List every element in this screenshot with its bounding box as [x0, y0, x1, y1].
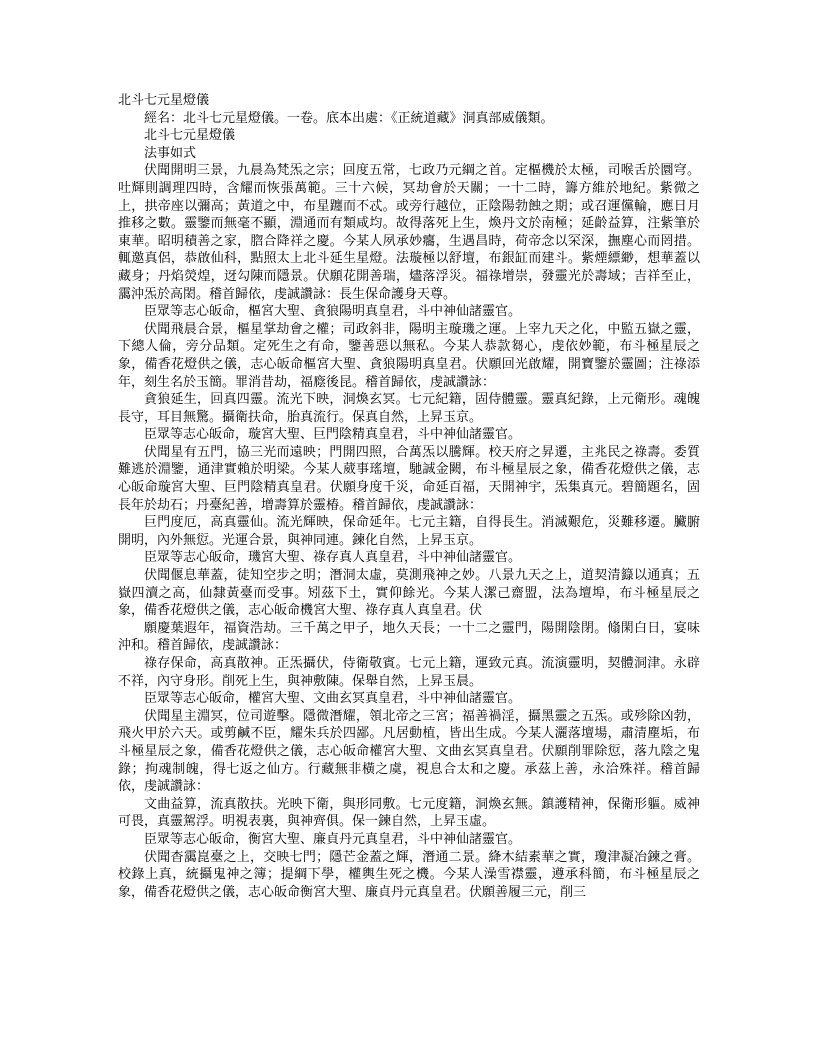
document-body [118, 92, 700, 901]
document-title: 北斗七元星燈儀 [118, 93, 210, 108]
paragraph: 貪狼延生，回真四靈。流光下映，洞煥玄冥。七元紀籍，固侍體靈。靈真紀錄，上元衛形。魂魄長守，耳目無驚。攝衛扶命，胎真流行。保真自然，上昇玉京。 [118, 392, 700, 425]
paragraph: 祿存保命，高真散神。正炁攝伏，侍衛敬賓。七元上籍，運致元真。流演靈明，契體洞津。永辟不祥，內守身形。削死上生，與神敷陳。保舉自然，上昇玉晨。 [118, 656, 700, 689]
paragraph: 臣眾等志心皈命，衡宮大聖、廉貞丹元真皇君，斗中神仙諸靈官。 [144, 831, 522, 847]
paragraph: 伏聞星有五門，協三光而遠映；門開四照，合萬炁以騰輝。校天府之昇遷，主兆民之祿壽。委質難逃於淵鑒，通津實賴於明梁。今某人葳事瑤壇，馳誠金闕，布斗極星辰之象，備香花燈供之儀，志心皈命璇宮大聖、巨門陰精真皇君。伏願身度千災，命延百福，天開神宇，炁集真元。碧簡題名，固長年於劫石；丹臺紀善，增壽算於靈椿。稽首歸依，虔誠讚詠： [118, 444, 700, 513]
paragraph: 臣眾等志心皈命，樞宮大聖、貪狼陽明真皇君，斗中神仙諸靈官。 [144, 304, 522, 320]
paragraph: 文曲益算，流真散扶。光映下衛，與形同敷。七元度籍，洞煥玄無。鎮護精神，保衛形軀。威神可畏，真靈駕浮。明視表裏，與神齊俱。保一鍊自然，上昇玉虛。 [118, 796, 700, 830]
paragraph: 伏聞飛晨合景，樞星掌劫會之權；司政斜非，陽明主璇璣之運。上宰九天之化，中監五嶽之靈，下總人倫，旁分品類。定死生之有命，鑒善惡以無私。今某人恭款芻心，虔依妙範，布斗極星辰之象，備香花燈供之儀，志心皈命樞宮大聖、貪狼陽明真皇君。伏願回光啟耀，開寶鑒於靈圖；注祿添年，刻生名於玉簡。罪消昔劫，福廕後昆。稽首歸依，虔誠讚詠： [118, 321, 700, 390]
rite-heading-line: 法事如式 [144, 145, 197, 161]
inner-title-line: 北斗七元星燈儀 [144, 128, 236, 144]
paragraph: 臣眾等志心皈命，璣宮大聖、祿存真人真皇君，斗中神仙諸靈官。 [144, 550, 522, 566]
paragraph: 伏聞開明三景，九晨為梵炁之宗；回度五常，七政乃元綱之首。定樞機於太極，司喉舌於圜穹。吐輝則調理四時，含耀而恢張萬範。三十六候，冥劫會於天關；一十二時，籌方維於地紀。紫微之上，拱帝座以彌高；黃道之中，布星躔而不忒。或旁行越位，正陰陽勃蝕之期；或召運儻輪，應日月推移之數。靈鑒而無毫不顯，淵通而有類咸均。故得落死上生，煥丹文於南極；延齡益算，注紫筆於東華。昭明積善之家，脗合降祥之慶。今某人夙承妙癟，生遇昌時，荷帝念以罙深，撫塵心而罔措。輒邀真侶，恭啟仙科，點照太上北斗延生星燈。法璇極以舒壇，布銀缸而建斗。紫煙縹緲，想華蓋以藏身；丹焰熒煌，迓勾陳而隱景。伏願花開善瑞，燼落浮災。福祿增崇，發靈光於壽域；吉祥至止，靄沖炁於高閎。稽首歸依，虔誠讚詠：長生保命護身天尊。 [118, 163, 700, 302]
paragraph: 伏聞杳靄崑臺之上，交映七門；隱芒金蓋之輝，潛通二景。絳木結素華之實，瓊津凝冶鍊之膏。校錄上真，統攝鬼神之簿；提綱下學，權輿生死之機。今某人澡雪襟靈，遵承科簡，布斗極星辰之象，備香花燈供之儀，志心皈命衡宮大聖、廉貞丹元真皇君。伏願善履三元，削三 [118, 849, 700, 900]
paragraph: 伏聞星主淵冥，位司遊擊。隱微潛耀，領北帝之三宮；福善禍淫，攝黑靈之五炁。或殄除凶勃，飛火甲於六天。或剪鹹不臣，耀朱兵於四鄙。凡居動植，皆出生成。今某人灑落壇場，肅清塵垢，布斗極星辰之象，備香花燈供之儀，志心皈命權宮大聖、文曲玄冥真皇君。伏願削罪除愆，落九陰之鬼錄；拘魂制魄，得七返之仙方。行藏無非橫之虞，視息合太和之慶。承茲上善，永洽殊祥。稽首歸依，虔誠讚詠： [118, 708, 700, 795]
scripture-source-line: 經名：北斗七元星燈儀。一卷。底本出處：《正統道藏》洞真部威儀類。 [144, 110, 554, 126]
paragraph: 臣眾等志心皈命，璇宮大聖、巨門陰精真皇君，斗中神仙諸靈官。 [144, 427, 522, 443]
paragraph: 巨門度厄，高真靈仙。流光輝映，保命延年。七元主籍，自得長生。消滅艱危，災難移遷。臟腑開明，內外無愆。光運合景，與神同連。鍊化自然，上昇玉京。 [118, 515, 700, 548]
paragraph: 臣眾等志心皈命，權宮大聖、文曲玄冥真皇君，斗中神仙諸靈官。 [144, 691, 522, 707]
paragraph: 伏聞偃息華蓋，徒知空步之明；潛洞太虛，莫測飛神之妙。八景九天之上，道契清籙以通真；五嶽四瀆之高，仙隸黃臺而受事。矧茲下土，實仰餘光。今某人潔己齋盟，法為壇埠，布斗極星辰之象，備香花燈供之儀，志心皈命機宮大聖、祿存真人真皇君。伏 [118, 568, 700, 619]
paragraph: 願慶葉遐年，福資浩劫。三千萬之甲子，地久天長；一十二之靈門，陽開陰閉。翛閑白日，宴味沖和。稽首歸依，虔誠讚詠： [118, 620, 700, 654]
